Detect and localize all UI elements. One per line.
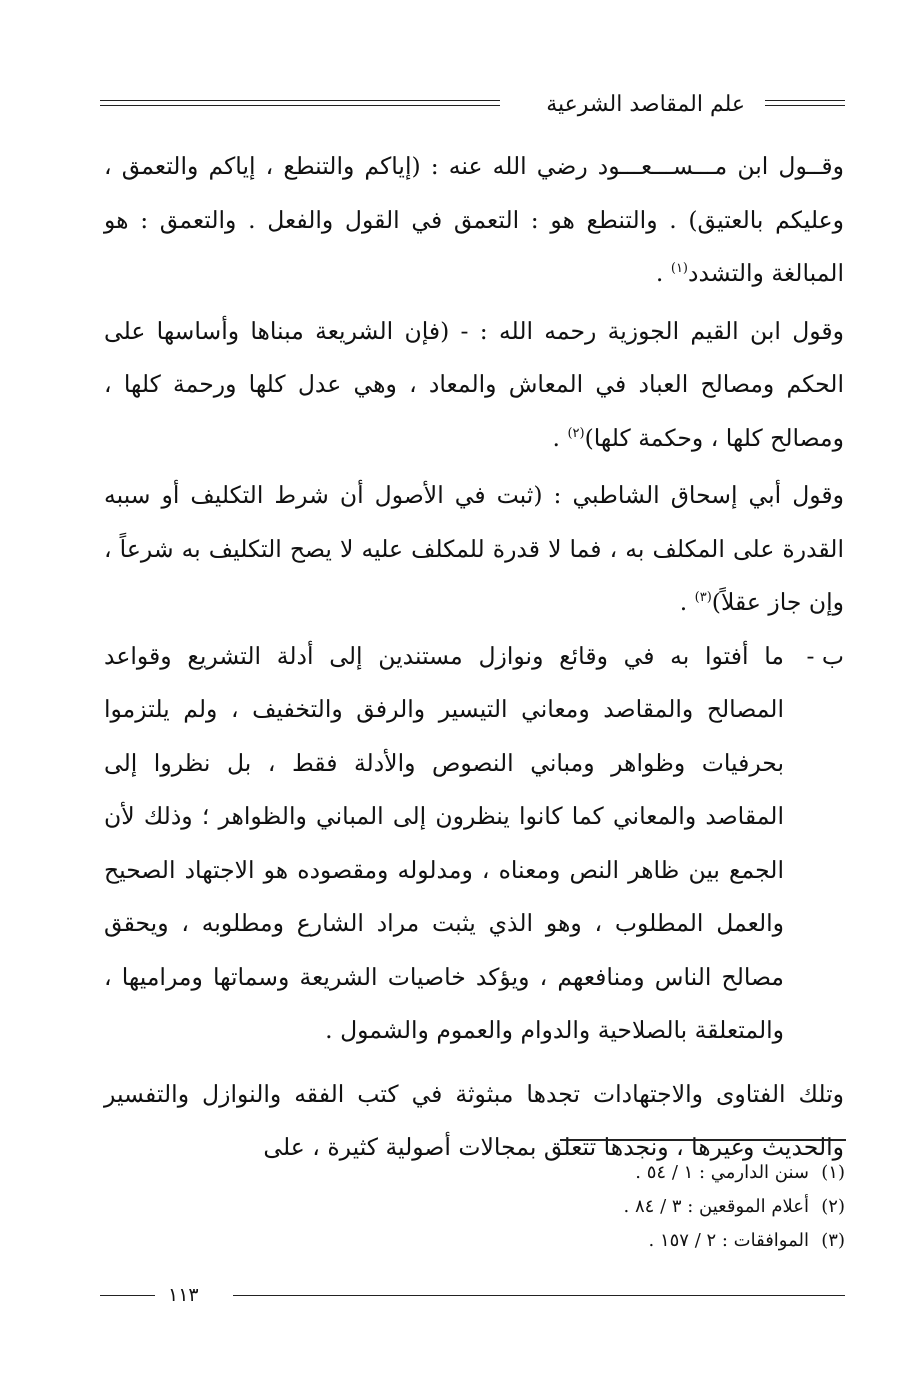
list-item-text: ما أفتوا به في وقائع ونوازل مستندين إلى أدلة التشريع وقواعد المصالح والمقاصد ومعاني التيسير والرفق والتخفيف ، ولم يلتزموا بحرفيات وظواهر ومباني النصوص والأدلة فقط ، بل نظروا إلى المقاصد والمعاني كما كانوا ينظرون إلى المباني والظواهر ؛ وذلك لأن الجمع بين ظاهر النص ومعناه ، ومدلوله ومقصوده هو الاجتهاد الصحيح والعمل المطلوب ، وهو الذي يثبت مراد الشارع ومطلوبه ، ويحقق مصالح الناس ومنافعهم ، ويؤكد خاصيات الشريعة وسماتها ومراميها ، والمتعلقة بالصلاحية والدوام والعموم والشمول . bbox=[104, 641, 784, 1044]
footer-rule-left bbox=[100, 1295, 155, 1296]
paragraph-end: . bbox=[552, 423, 568, 452]
header-rule-right-bottom bbox=[765, 105, 845, 106]
footnote-3 bbox=[345, 1224, 845, 1258]
page-footer bbox=[100, 1284, 845, 1310]
paragraph-text: وقول أبي إسحاق الشاطبي : (ثبت في الأصول أن شرط التكليف أو سببه القدرة على المكلف به ، فما لا قدرة للمكلف عليه لا يصح التكليف به شرعاً ، وإن جاز عقلاً) bbox=[104, 481, 844, 616]
footnote-ref-3: (٣) bbox=[694, 590, 712, 606]
paragraph-end: . bbox=[655, 259, 671, 287]
paragraph-ibn-qayyim bbox=[104, 305, 844, 466]
header-rule-right-top bbox=[765, 100, 845, 101]
paragraph-end: . bbox=[679, 588, 695, 616]
footnote-number: (١) bbox=[821, 1162, 845, 1183]
footnote-text: الموافقات : ٢ / ١٥٧ . bbox=[648, 1230, 809, 1251]
page-number: ١١٣ bbox=[168, 1284, 199, 1306]
list-item-b bbox=[104, 630, 844, 1058]
paragraph-shatibi bbox=[104, 469, 844, 630]
header-rule-left-bottom bbox=[100, 105, 500, 106]
footnote-ref-2: (٢) bbox=[567, 425, 585, 441]
footnote-ref-1: (١) bbox=[670, 261, 688, 277]
paragraph-text: وقول ابن القيم الجوزية رحمه الله : - (فإن الشريعة مبناها وأساسها على الحكم ومصالح العباد في المعاش والمعاد ، وهي عدل كلها ورحمة كلها ، ومصالح كلها ، وحكمة كلها) bbox=[104, 316, 844, 452]
paragraph-ibn-masud bbox=[104, 140, 844, 301]
footnote-divider bbox=[560, 1139, 846, 1141]
footnote-text: سنن الدارمي : ١ / ٥٤ . bbox=[635, 1162, 809, 1183]
paragraph-text: وقــول ابن مـــســـعـــود رضي الله عنه : (إياكم والتنطع ، إياكم والتعمق ، وعليكم بالعتيق) . والتنطع هو : التعمق في القول والفعل . والتعمق : هو المبالغة والتشدد bbox=[104, 152, 844, 287]
footnote-2 bbox=[345, 1190, 845, 1224]
header-title: علم المقاصد الشرعية bbox=[546, 92, 745, 117]
footnote-number: (٣) bbox=[821, 1230, 845, 1251]
footnote-1 bbox=[345, 1156, 845, 1190]
footnote-number: (٢) bbox=[821, 1196, 845, 1217]
footnotes bbox=[345, 1156, 845, 1258]
header-rule-left-top bbox=[100, 100, 500, 101]
footer-rule-right bbox=[233, 1295, 845, 1296]
running-header bbox=[100, 92, 845, 120]
footnote-text: أعلام الموقعين : ٣ / ٨٤ . bbox=[623, 1196, 809, 1217]
list-marker: ب - bbox=[806, 641, 844, 670]
main-text bbox=[104, 140, 844, 1175]
paragraph-fatawa: وتلك الفتاوى والاجتهادات تجدها مبثوثة في كتب الفقه والنوازل والتفسير والحديث وغيرها ، ونجدها تتعلق بمجالات أصولية كثيرة ، على bbox=[104, 1079, 844, 1161]
